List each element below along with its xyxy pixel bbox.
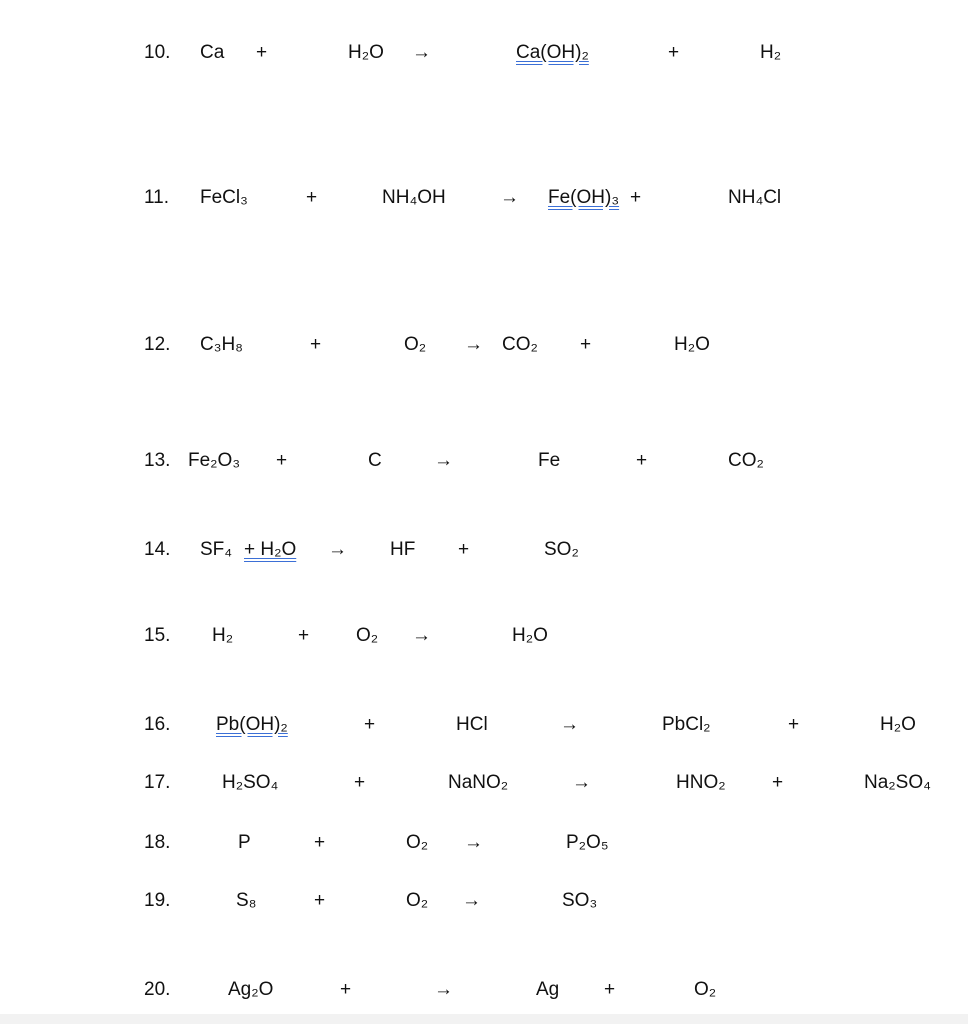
plus-sign: + bbox=[298, 625, 310, 646]
equation-row-13 bbox=[0, 443, 968, 479]
equation-row-12 bbox=[0, 327, 968, 363]
reactant: O₂ bbox=[406, 832, 429, 853]
product: Na₂SO₄ bbox=[864, 772, 931, 793]
equation-row-20 bbox=[0, 972, 968, 1008]
plus-sign: + bbox=[458, 539, 470, 560]
plus-sign: + bbox=[354, 772, 366, 793]
product: H₂ bbox=[760, 42, 782, 63]
product: H₂O bbox=[880, 714, 916, 735]
arrow-icon: → bbox=[560, 714, 579, 735]
equation-number: 16. bbox=[144, 714, 171, 735]
product: O₂ bbox=[694, 979, 717, 1000]
product: H₂O bbox=[512, 625, 548, 646]
equation-row-16 bbox=[0, 707, 968, 743]
plus-sign: + bbox=[636, 450, 648, 471]
product: HF bbox=[390, 539, 416, 560]
reactant: P bbox=[238, 832, 251, 853]
plus-sign: + bbox=[364, 714, 376, 735]
reactant: C bbox=[368, 450, 382, 471]
reactant: C₃H₈ bbox=[200, 334, 244, 355]
page-bottom-edge bbox=[0, 1014, 968, 1024]
equation-number: 15. bbox=[144, 625, 171, 646]
reactant: Pb(OH)₂ bbox=[216, 714, 288, 735]
equation-number: 10. bbox=[144, 42, 171, 63]
equation-row-19 bbox=[0, 883, 968, 919]
product: CO₂ bbox=[728, 450, 764, 471]
reactant: Fe₂O₃ bbox=[188, 450, 241, 471]
plus-sign: + bbox=[604, 979, 616, 1000]
arrow-icon: → bbox=[412, 625, 431, 646]
arrow-icon: → bbox=[462, 890, 481, 911]
reactant: S₈ bbox=[236, 890, 257, 911]
plus-sign: + bbox=[668, 42, 680, 63]
plus-sign: + bbox=[788, 714, 800, 735]
arrow-icon: → bbox=[464, 832, 483, 853]
reactant: Ca bbox=[200, 42, 225, 63]
reactant: O₂ bbox=[404, 334, 427, 355]
product: Fe(OH)₃ bbox=[548, 187, 620, 208]
plus-sign: + bbox=[314, 890, 326, 911]
equation-number: 20. bbox=[144, 979, 171, 1000]
reactant: FeCl₃ bbox=[200, 187, 248, 208]
equation-row-10 bbox=[0, 35, 968, 71]
plus-sign: + bbox=[256, 42, 268, 63]
product: CO₂ bbox=[502, 334, 538, 355]
equation-row-18 bbox=[0, 825, 968, 861]
arrow-icon: → bbox=[434, 450, 453, 471]
arrow-icon: → bbox=[412, 42, 431, 63]
product: P₂O₅ bbox=[566, 832, 609, 853]
reactant: H₂ bbox=[212, 625, 234, 646]
equation-number: 19. bbox=[144, 890, 171, 911]
equation-number: 14. bbox=[144, 539, 171, 560]
arrow-icon: → bbox=[500, 187, 519, 208]
plus-sign: + bbox=[340, 979, 352, 1000]
reactant: HCl bbox=[456, 714, 488, 735]
arrow-icon: → bbox=[464, 334, 483, 355]
product: Ag bbox=[536, 979, 560, 1000]
plus-sign: + bbox=[306, 187, 318, 208]
reactant: Ag₂O bbox=[228, 979, 274, 1000]
product: Fe bbox=[538, 450, 561, 471]
arrow-icon: → bbox=[572, 772, 591, 793]
reactant: H₂SO₄ bbox=[222, 772, 279, 793]
reactant: H₂O bbox=[348, 42, 384, 63]
product: SO₃ bbox=[562, 890, 598, 911]
plus-sign: + bbox=[276, 450, 288, 471]
plus-sign: + bbox=[314, 832, 326, 853]
equation-row-15 bbox=[0, 618, 968, 654]
reactant: NaNO₂ bbox=[448, 772, 509, 793]
product: PbCl₂ bbox=[662, 714, 711, 735]
product: SO₂ bbox=[544, 539, 579, 560]
equation-row-14 bbox=[0, 532, 968, 568]
plus-sign: + bbox=[580, 334, 592, 355]
reactant: O₂ bbox=[406, 890, 429, 911]
reactant: O₂ bbox=[356, 625, 379, 646]
equation-number: 13. bbox=[144, 450, 171, 471]
product: NH₄Cl bbox=[728, 187, 782, 208]
equation-row-11 bbox=[0, 180, 968, 216]
product: HNO₂ bbox=[676, 772, 726, 793]
plus-sign: + bbox=[310, 334, 322, 355]
arrow-icon: → bbox=[434, 979, 453, 1000]
reactant: SF₄ bbox=[200, 539, 233, 560]
plus-sign: + bbox=[772, 772, 784, 793]
reactant: + H₂O bbox=[244, 539, 297, 560]
plus-sign: + bbox=[630, 187, 642, 208]
equation-number: 18. bbox=[144, 832, 171, 853]
equation-number: 17. bbox=[144, 772, 171, 793]
arrow-icon: → bbox=[328, 539, 347, 560]
reactant: NH₄OH bbox=[382, 187, 446, 208]
equation-number: 11. bbox=[144, 187, 170, 208]
equation-row-17 bbox=[0, 765, 968, 801]
product: Ca(OH)₂ bbox=[516, 42, 589, 63]
product: H₂O bbox=[674, 334, 710, 355]
equation-number: 12. bbox=[144, 334, 171, 355]
